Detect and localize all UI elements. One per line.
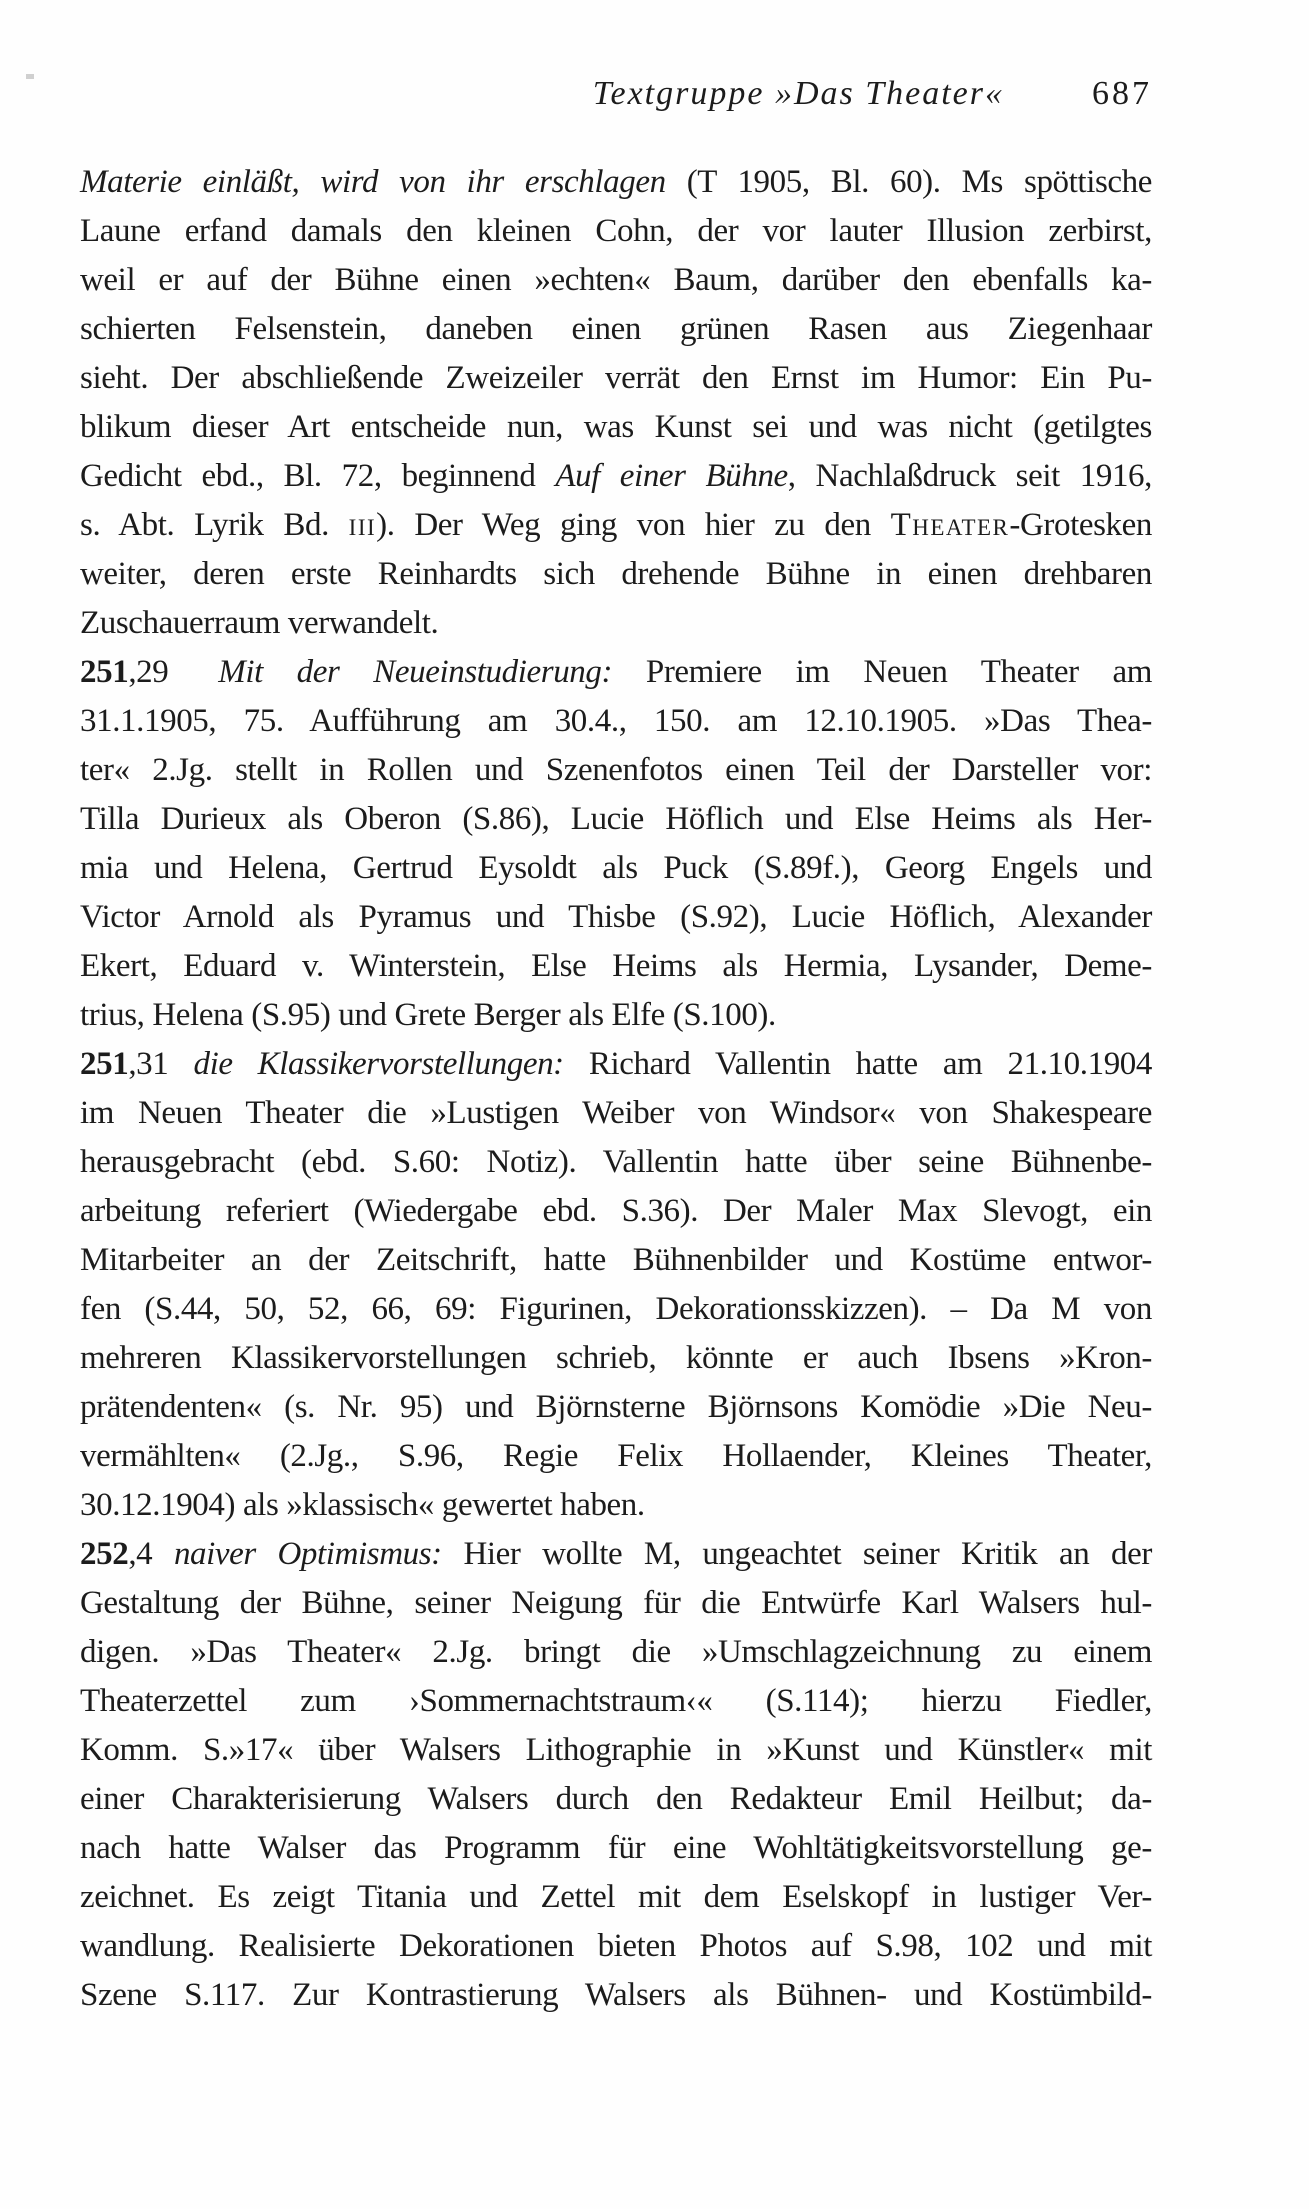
text-segment: iii bbox=[348, 507, 377, 543]
text-segment: ter« 2.Jg. stellt in Rollen und Szenenfotos einen Teil der Darsteller vor: bbox=[80, 752, 1152, 788]
text-line bbox=[80, 1677, 1152, 1726]
text-segment: 31.1.1905, 75. Aufführung am 30.4., 150. am 12.10.1905. »Das Thea- bbox=[80, 703, 1152, 739]
text-line bbox=[80, 942, 1152, 991]
text-line bbox=[80, 1383, 1152, 1432]
text-segment: Szene S.117. Zur Kontrastierung Walsers als Bühnen- und Kostümbild- bbox=[80, 1977, 1152, 2013]
text-segment: trius, Helena (S.95) und Grete Berger als Elfe (S.100). bbox=[80, 997, 776, 1033]
text-segment: Richard Vallentin hatte am 21.10.1904 bbox=[563, 1046, 1153, 1082]
text-line bbox=[80, 256, 1152, 305]
text-segment: , Nachlaßdruck seit 1916, bbox=[787, 458, 1153, 494]
text-line bbox=[80, 746, 1152, 795]
text-segment: mia und Helena, Gertrud Eysoldt als Puck (S.89f.), Georg Engels und bbox=[80, 850, 1152, 886]
text-segment: Hier wollte M, ungeachtet seiner Kritik an der bbox=[441, 1536, 1152, 1572]
text-line bbox=[80, 1579, 1152, 1628]
text-segment: Theaterzettel zum ›Sommernachtstraum‹« (S.114); hierzu Fiedler, bbox=[80, 1683, 1152, 1719]
text-line bbox=[80, 1089, 1152, 1138]
text-line bbox=[80, 991, 1152, 1040]
text-segment: -Grotesken bbox=[1009, 507, 1153, 543]
text-segment: 251 bbox=[80, 654, 129, 690]
text-segment: ,29 bbox=[128, 654, 219, 690]
text-segment: Theater bbox=[890, 507, 1010, 543]
text-segment: Mitarbeiter an der Zeitschrift, hatte Bühnenbilder und Kostüme entwor- bbox=[80, 1242, 1152, 1278]
text-line bbox=[80, 648, 1152, 697]
text-segment: Gestaltung der Bühne, seiner Neigung für die Entwürfe Karl Walsers hul- bbox=[80, 1585, 1152, 1621]
text-line bbox=[80, 305, 1152, 354]
text-segment: Premiere im Neuen Theater am bbox=[612, 654, 1152, 690]
text-segment: schierten Felsenstein, daneben einen grünen Rasen aus Ziegenhaar bbox=[80, 311, 1152, 347]
text-segment: Mit der Neueinstudierung: bbox=[218, 654, 613, 690]
text-line bbox=[80, 697, 1152, 746]
text-segment: Ekert, Eduard v. Winterstein, Else Heims als Hermia, Lysander, Deme- bbox=[80, 948, 1152, 984]
text-line bbox=[80, 1481, 1152, 1530]
text-segment: Zuschauerraum verwandelt. bbox=[80, 605, 439, 641]
text-segment: Victor Arnold als Pyramus und Thisbe (S.92), Lucie Höflich, Alexander bbox=[80, 899, 1152, 935]
text-segment: prätendenten« (s. Nr. 95) und Björnsterne Björnsons Komödie »Die Neu- bbox=[80, 1389, 1152, 1425]
text-segment: nach hatte Walser das Programm für eine Wohltätigkeitsvorstellung ge- bbox=[80, 1830, 1152, 1866]
text-segment: Gedicht ebd., Bl. 72, beginnend bbox=[80, 458, 556, 494]
text-segment: die Klassikervorstellungen: bbox=[193, 1046, 564, 1082]
text-line bbox=[80, 452, 1152, 501]
text-segment: arbeitung referiert (Wiedergabe ebd. S.36). Der Maler Max Slevogt, ein bbox=[80, 1193, 1152, 1229]
text-line bbox=[80, 1040, 1152, 1089]
text-line bbox=[80, 354, 1152, 403]
text-segment: blikum dieser Art entscheide nun, was Kunst sei und was nicht (getilgtes bbox=[80, 409, 1152, 445]
text-segment: vermählten« (2.Jg., S.96, Regie Felix Hollaender, Kleines Theater, bbox=[80, 1438, 1152, 1474]
text-line bbox=[80, 501, 1152, 550]
text-line bbox=[80, 1285, 1152, 1334]
text-line bbox=[80, 403, 1152, 452]
text-line bbox=[80, 1873, 1152, 1922]
text-segment: 251 bbox=[80, 1046, 129, 1082]
text-segment: mehreren Klassikervorstellungen schrieb, könnte er auch Ibsens »Kron- bbox=[80, 1340, 1152, 1376]
text-line bbox=[80, 1824, 1152, 1873]
text-line bbox=[80, 1432, 1152, 1481]
text-line bbox=[80, 795, 1152, 844]
running-head-title: Textgruppe »Das Theater« bbox=[592, 75, 1004, 112]
text-line bbox=[80, 1530, 1152, 1579]
text-segment: Komm. S.»17« über Walsers Lithographie in »Kunst und Künstler« mit bbox=[80, 1732, 1152, 1768]
text-segment: naiver Optimismus: bbox=[173, 1536, 442, 1572]
text-line bbox=[80, 1187, 1152, 1236]
text-line bbox=[80, 844, 1152, 893]
text-line bbox=[80, 1138, 1152, 1187]
text-segment: (T 1905, Bl. 60). Ms spöttische bbox=[665, 164, 1152, 200]
text-segment: Laune erfand damals den kleinen Cohn, der vor lauter Illusion zerbirst, bbox=[80, 213, 1152, 249]
text-line bbox=[80, 1726, 1152, 1775]
text-segment: ,4 bbox=[128, 1536, 174, 1572]
page-number: 687 bbox=[1092, 75, 1152, 112]
text-line bbox=[80, 550, 1152, 599]
text-segment: Materie einläßt, wird von ihr erschlagen bbox=[80, 164, 666, 200]
text-segment: einer Charakterisierung Walsers durch den Redakteur Emil Heilbut; da- bbox=[80, 1781, 1152, 1817]
running-header bbox=[80, 74, 1152, 114]
text-line bbox=[80, 893, 1152, 942]
text-line bbox=[80, 158, 1152, 207]
text-segment: 252 bbox=[80, 1536, 129, 1572]
text-segment: weil er auf der Bühne einen »echten« Baum, darüber den ebenfalls ka- bbox=[80, 262, 1152, 298]
text-segment: weiter, deren erste Reinhardts sich drehende Bühne in einen drehbaren bbox=[80, 556, 1152, 592]
text-line bbox=[80, 1236, 1152, 1285]
text-segment: im Neuen Theater die »Lustigen Weiber von Windsor« von Shakespeare bbox=[80, 1095, 1152, 1131]
text-segment: fen (S.44, 50, 52, 66, 69: Figurinen, Dekorationsskizzen). – Da M von bbox=[80, 1291, 1152, 1327]
text-segment: wandlung. Realisierte Dekorationen bieten Photos auf S.98, 102 und mit bbox=[80, 1928, 1152, 1964]
text-segment: ,31 bbox=[128, 1046, 194, 1082]
text-segment: Auf einer Bühne bbox=[555, 458, 788, 494]
text-line bbox=[80, 599, 1152, 648]
text-segment: zeichnet. Es zeigt Titania und Zettel mit dem Eselskopf in lustiger Ver- bbox=[80, 1879, 1152, 1915]
text-segment: s. Abt. Lyrik Bd. bbox=[80, 507, 349, 543]
text-segment: Tilla Durieux als Oberon (S.86), Lucie Höflich und Else Heims als Her- bbox=[80, 801, 1152, 837]
scan-speck-artifact bbox=[26, 74, 34, 79]
text-line bbox=[80, 1334, 1152, 1383]
text-line bbox=[80, 1628, 1152, 1677]
text-block bbox=[80, 158, 1152, 2020]
text-line bbox=[80, 207, 1152, 256]
text-line bbox=[80, 1775, 1152, 1824]
text-segment: ). Der Weg ging von hier zu den bbox=[376, 507, 891, 543]
text-segment: herausgebracht (ebd. S.60: Notiz). Vallentin hatte über seine Bühnenbe- bbox=[80, 1144, 1152, 1180]
text-line bbox=[80, 1922, 1152, 1971]
text-segment: digen. »Das Theater« 2.Jg. bringt die »Umschlagzeichnung zu einem bbox=[80, 1634, 1152, 1670]
text-line bbox=[80, 1971, 1152, 2020]
text-segment: sieht. Der abschließende Zweizeiler verrät den Ernst im Humor: Ein Pu- bbox=[80, 360, 1152, 396]
text-segment: 30.12.1904) als »klassisch« gewertet haben. bbox=[80, 1487, 645, 1523]
